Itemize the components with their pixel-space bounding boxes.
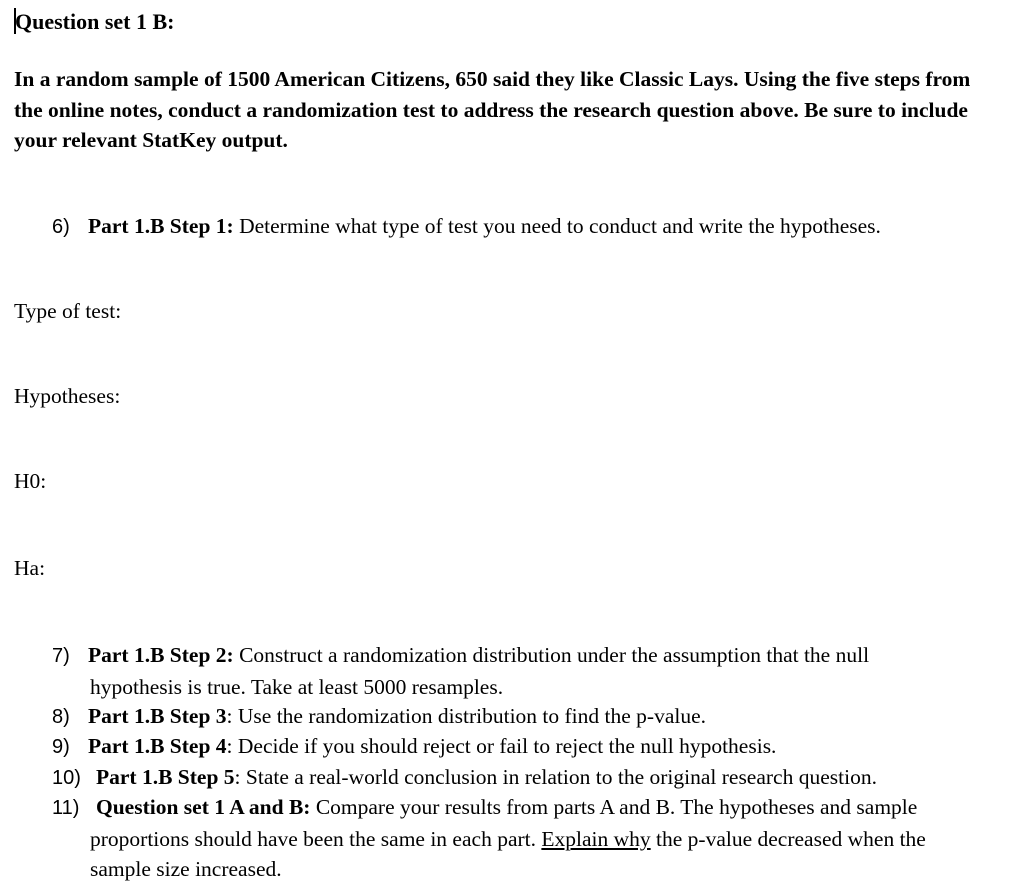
question-number: 7) xyxy=(52,645,70,667)
hypotheses-label: Hypotheses: xyxy=(14,384,121,408)
question-11 xyxy=(52,792,926,885)
question-text-line2: proportions should have been the same in each part. xyxy=(90,826,536,851)
question-number: 10) xyxy=(52,767,81,789)
question-label: Part 1.B Step 4 xyxy=(88,734,227,758)
question-label: Question set 1 A and B: xyxy=(96,795,311,819)
page-title xyxy=(14,5,175,39)
question-10 xyxy=(52,762,877,794)
question-text: Compare your results from parts A and B. The hypotheses and sample xyxy=(315,795,918,819)
question-9 xyxy=(52,731,776,763)
question-7 xyxy=(52,640,869,702)
question-text: : Decide if you should reject or fail to reject the null hypothesis. xyxy=(226,734,777,758)
question-text-continued: hypothesis is true. Take at least 5000 resamples. xyxy=(90,674,504,699)
type-of-test-label: Type of test: xyxy=(14,299,122,323)
question-label: Part 1.B Step 1: xyxy=(88,214,234,238)
question-label: Part 1.B Step 2: xyxy=(88,643,234,667)
question-text-line2-end: the p-value decreased when the xyxy=(656,826,926,851)
question-text-line3: sample size increased. xyxy=(90,857,282,881)
ha-label: Ha: xyxy=(14,556,46,580)
h0-label: H0: xyxy=(14,469,47,493)
underlined-phrase: Explain why xyxy=(541,826,651,851)
question-text: Construct a randomization distribution under the assumption that the null xyxy=(239,643,870,667)
question-6 xyxy=(52,211,881,243)
question-number: 8) xyxy=(52,706,70,728)
question-8 xyxy=(52,701,706,733)
question-text: : State a real-world conclusion in relation to the original research question. xyxy=(234,765,877,789)
question-number: 6) xyxy=(52,216,70,238)
question-label: Part 1.B Step 3 xyxy=(88,704,227,728)
question-number: 11) xyxy=(52,797,80,819)
question-number: 9) xyxy=(52,736,70,758)
question-text: : Use the randomization distribution to find the p-value. xyxy=(226,704,707,728)
title-text: Question set 1 B: xyxy=(15,9,175,34)
intro-paragraph: In a random sample of 1500 American Citizens, 650 said they like Classic Lays. Using the five steps from the online notes, conduct a randomization test to address the research question above. Be sure to include your relevant StatKey output. xyxy=(14,67,971,152)
question-text: Determine what type of test you need to conduct and write the hypotheses. xyxy=(239,214,881,238)
question-label: Part 1.B Step 5 xyxy=(96,765,235,789)
